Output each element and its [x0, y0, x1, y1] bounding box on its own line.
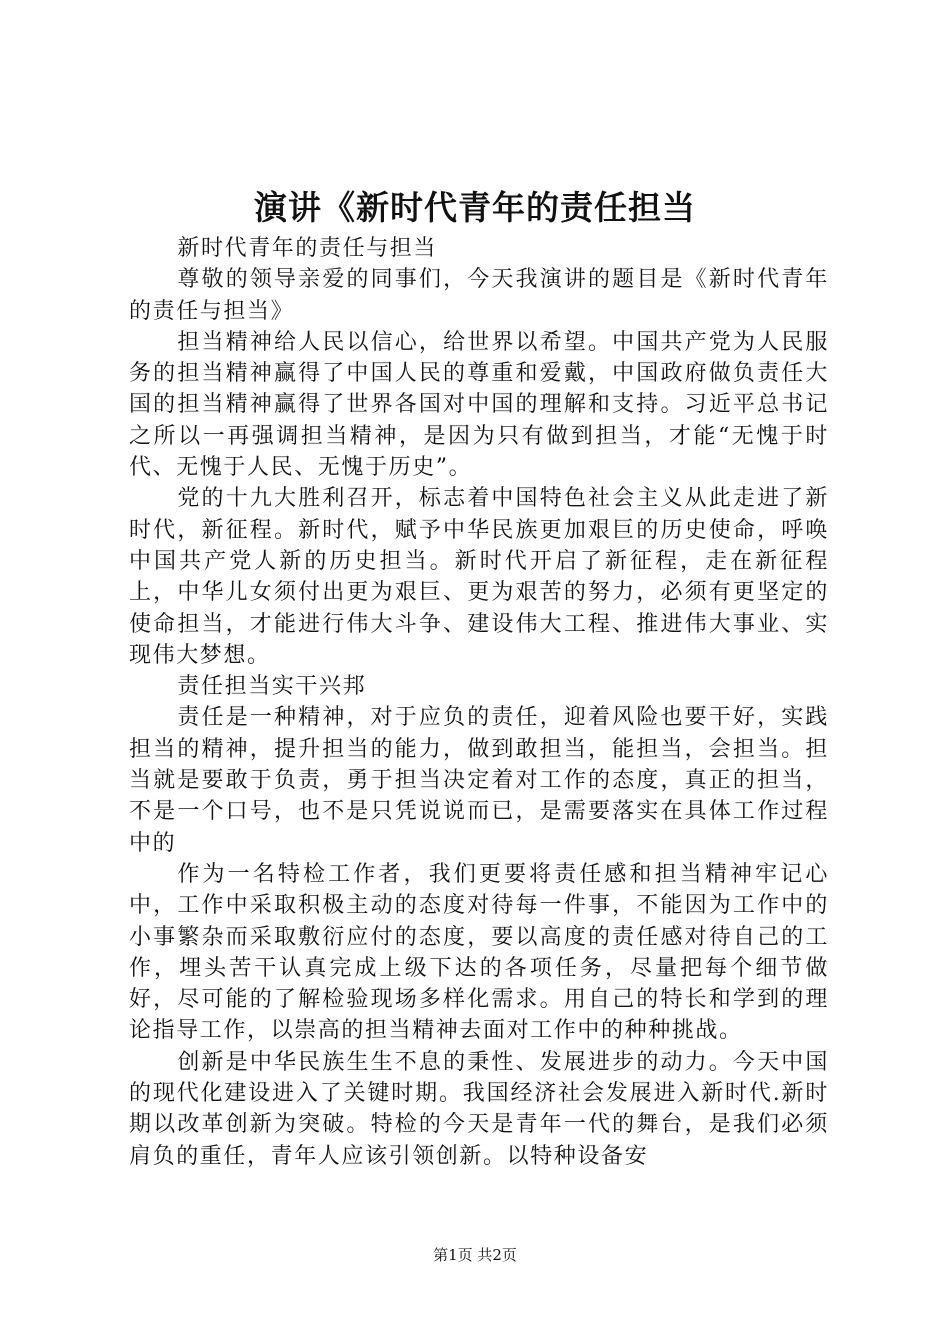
paragraph: 担当精神给人民以信心，给世界以希望。中国共产党为人民服务的担当精神赢得了中国人民的尊重和爱戴，中国政府做负责任大国的担当精神赢得了世界各国对中国的理解和支持。习近平总书记之所以一再强调担当精神，是因为只有做到担当，才能“无愧于时代、无愧于人民、无愧于历史”。 — [129, 329, 829, 481]
paragraph: 新时代青年的责任与担当 — [177, 236, 437, 261]
document-title: 演讲《新时代青年的责任担当 — [254, 188, 696, 227]
paragraph: 作为一名特检工作者，我们更要将责任感和担当精神牢记心中，工作中采取积极主动的态度对待每一件事，不能因为工作中的小事繁杂而采取敷衍应付的态度，要以高度的责任感对待自己的工作，埋头苦干认真完成上级下达的各项任务，尽量把每个细节做好，尽可能的了解检验现场多样化需求。用自己的特长和学到的理论指导工作，以崇高的担当精神去面对工作中的种种挑战。 — [129, 861, 829, 1044]
paragraph: 责任担当实干兴邦 — [177, 674, 367, 700]
page-footer: 第1页 共2页 — [433, 1246, 517, 1264]
document-body — [129, 233, 829, 1172]
paragraph: 尊敬的领导亲爱的同事们，今天我演讲的题目是《新时代青年的责任与担当》 — [129, 267, 829, 324]
paragraph: 责任是一种精神，对于应负的责任，迎着风险也要干好，实践担当的精神，提升担当的能力，做到敢担当，能担当，会担当。担当就是要敢于负责，勇于担当决定着对工作的态度，真正的担当，不是一个口号，也不是只凭说说而已，是需要落实在具体工作过程中的 — [129, 705, 829, 856]
paragraph: 创新是中华民族生生不息的秉性、发展进步的动力。今天中国的现代化建设进入了关键时期。我国经济社会发展进入新时代.新时期以改革创新为突破。特检的今天是青年一代的舞台，是我们必须肩负的重任，青年人应该引领创新。以特种设备安 — [129, 1049, 829, 1169]
paragraph: 党的十九大胜利召开，标志着中国特色社会主义从此走进了新时代，新征程。新时代，赋予中华民族更加艰巨的历史使命，呼唤中国共产党人新的历史担当。新时代开启了新征程，走在新征程上，中华儿女须付出更为艰巨、更为艰苦的努力，必须有更坚定的使命担当，才能进行伟大斗争、建设伟大工程、推进伟大事业、实现伟大梦想。 — [129, 486, 829, 668]
